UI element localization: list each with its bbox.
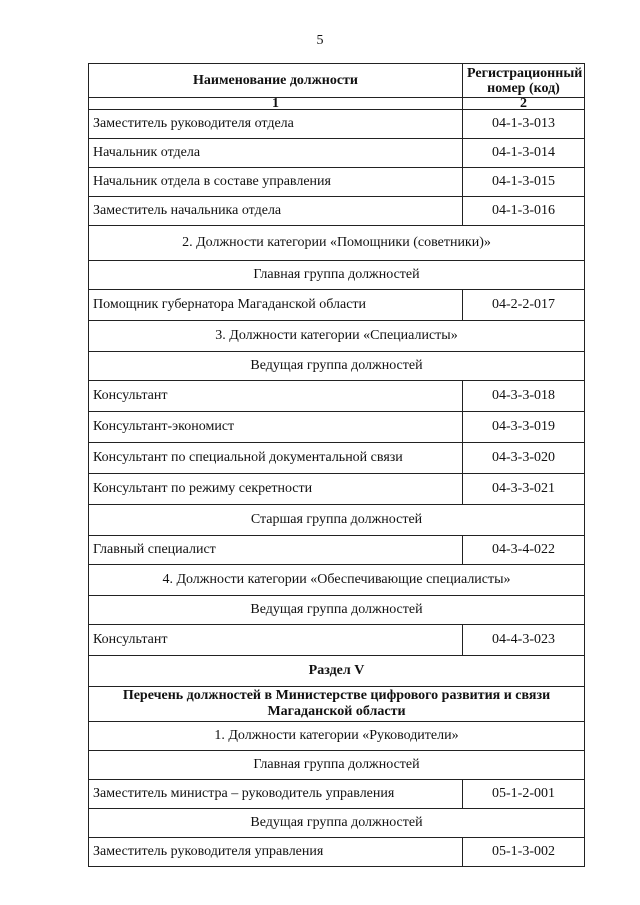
- registration-code-cell: 04-1-3-014: [463, 139, 585, 168]
- registration-code-cell: 04-1-3-015: [463, 168, 585, 197]
- table-row: [89, 412, 585, 443]
- group-heading: 4. Должности категории «Обеспечивающие специалисты»: [89, 565, 585, 596]
- registration-code-cell: 05-1-2-001: [463, 780, 585, 809]
- group-heading: Главная группа должностей: [89, 261, 585, 290]
- column-header-position-name: Наименование должности: [89, 64, 463, 98]
- group-heading: 1. Должности категории «Руководители»: [89, 722, 585, 751]
- table-row: [89, 381, 585, 412]
- registration-code-cell: 04-4-3-023: [463, 625, 585, 656]
- table-row: [89, 290, 585, 321]
- position-name-cell: Начальник отдела в составе управления: [89, 168, 463, 197]
- group-heading-row: [89, 352, 585, 381]
- group-heading-row: [89, 321, 585, 352]
- registration-code-cell: 04-3-3-018: [463, 381, 585, 412]
- section-heading: Раздел V: [89, 656, 585, 687]
- table-row: [89, 443, 585, 474]
- registration-code-cell: 04-1-3-013: [463, 110, 585, 139]
- position-name-cell: Консультант по режиму секретности: [89, 474, 463, 505]
- position-name-cell: Начальник отдела: [89, 139, 463, 168]
- table-row: [89, 780, 585, 809]
- section-heading-row: [89, 687, 585, 722]
- registration-code-cell: 04-1-3-016: [463, 197, 585, 226]
- page-number: 5: [316, 33, 324, 48]
- position-name-cell: Консультант: [89, 381, 463, 412]
- table-row: [89, 139, 585, 168]
- table-body: [89, 110, 585, 867]
- position-name-cell: Заместитель министра – руководитель управления: [89, 780, 463, 809]
- table-row: [89, 838, 585, 867]
- table-row: [89, 474, 585, 505]
- position-name-cell: Заместитель руководителя управления: [89, 838, 463, 867]
- column-header-registration-code: Регистрационный номер (код): [463, 64, 585, 98]
- registration-code-cell: 04-2-2-017: [463, 290, 585, 321]
- group-heading-row: [89, 809, 585, 838]
- group-heading: 3. Должности категории «Специалисты»: [89, 321, 585, 352]
- group-heading: Ведущая группа должностей: [89, 809, 585, 838]
- group-heading: Ведущая группа должностей: [89, 352, 585, 381]
- table-row: [89, 536, 585, 565]
- registration-code-cell: 05-1-3-002: [463, 838, 585, 867]
- group-heading: 2. Должности категории «Помощники (советники)»: [89, 226, 585, 261]
- position-name-cell: Главный специалист: [89, 536, 463, 565]
- position-name-cell: Помощник губернатора Магаданской области: [89, 290, 463, 321]
- table-row: [89, 110, 585, 139]
- section-heading-row: [89, 656, 585, 687]
- group-heading-row: [89, 751, 585, 780]
- column-index-2: 2: [463, 98, 585, 110]
- positions-table: [88, 63, 585, 867]
- registration-code-cell: 04-3-3-021: [463, 474, 585, 505]
- group-heading-row: [89, 226, 585, 261]
- position-name-cell: Консультант по специальной документальной связи: [89, 443, 463, 474]
- position-name-cell: Консультант: [89, 625, 463, 656]
- registration-code-cell: 04-3-3-019: [463, 412, 585, 443]
- group-heading-row: [89, 565, 585, 596]
- column-index-1: 1: [89, 98, 463, 110]
- table-row: [89, 197, 585, 226]
- registration-code-cell: 04-3-4-022: [463, 536, 585, 565]
- group-heading: Ведущая группа должностей: [89, 596, 585, 625]
- registration-code-cell: 04-3-3-020: [463, 443, 585, 474]
- group-heading-row: [89, 261, 585, 290]
- group-heading-row: [89, 722, 585, 751]
- group-heading: Старшая группа должностей: [89, 505, 585, 536]
- position-name-cell: Заместитель руководителя отдела: [89, 110, 463, 139]
- group-heading: Главная группа должностей: [89, 751, 585, 780]
- group-heading-row: [89, 596, 585, 625]
- section-heading: Перечень должностей в Министерстве цифрового развития и связи Магаданской области: [89, 687, 585, 722]
- table-row: [89, 625, 585, 656]
- position-name-cell: Консультант-экономист: [89, 412, 463, 443]
- position-name-cell: Заместитель начальника отдела: [89, 197, 463, 226]
- table-row: [89, 168, 585, 197]
- group-heading-row: [89, 505, 585, 536]
